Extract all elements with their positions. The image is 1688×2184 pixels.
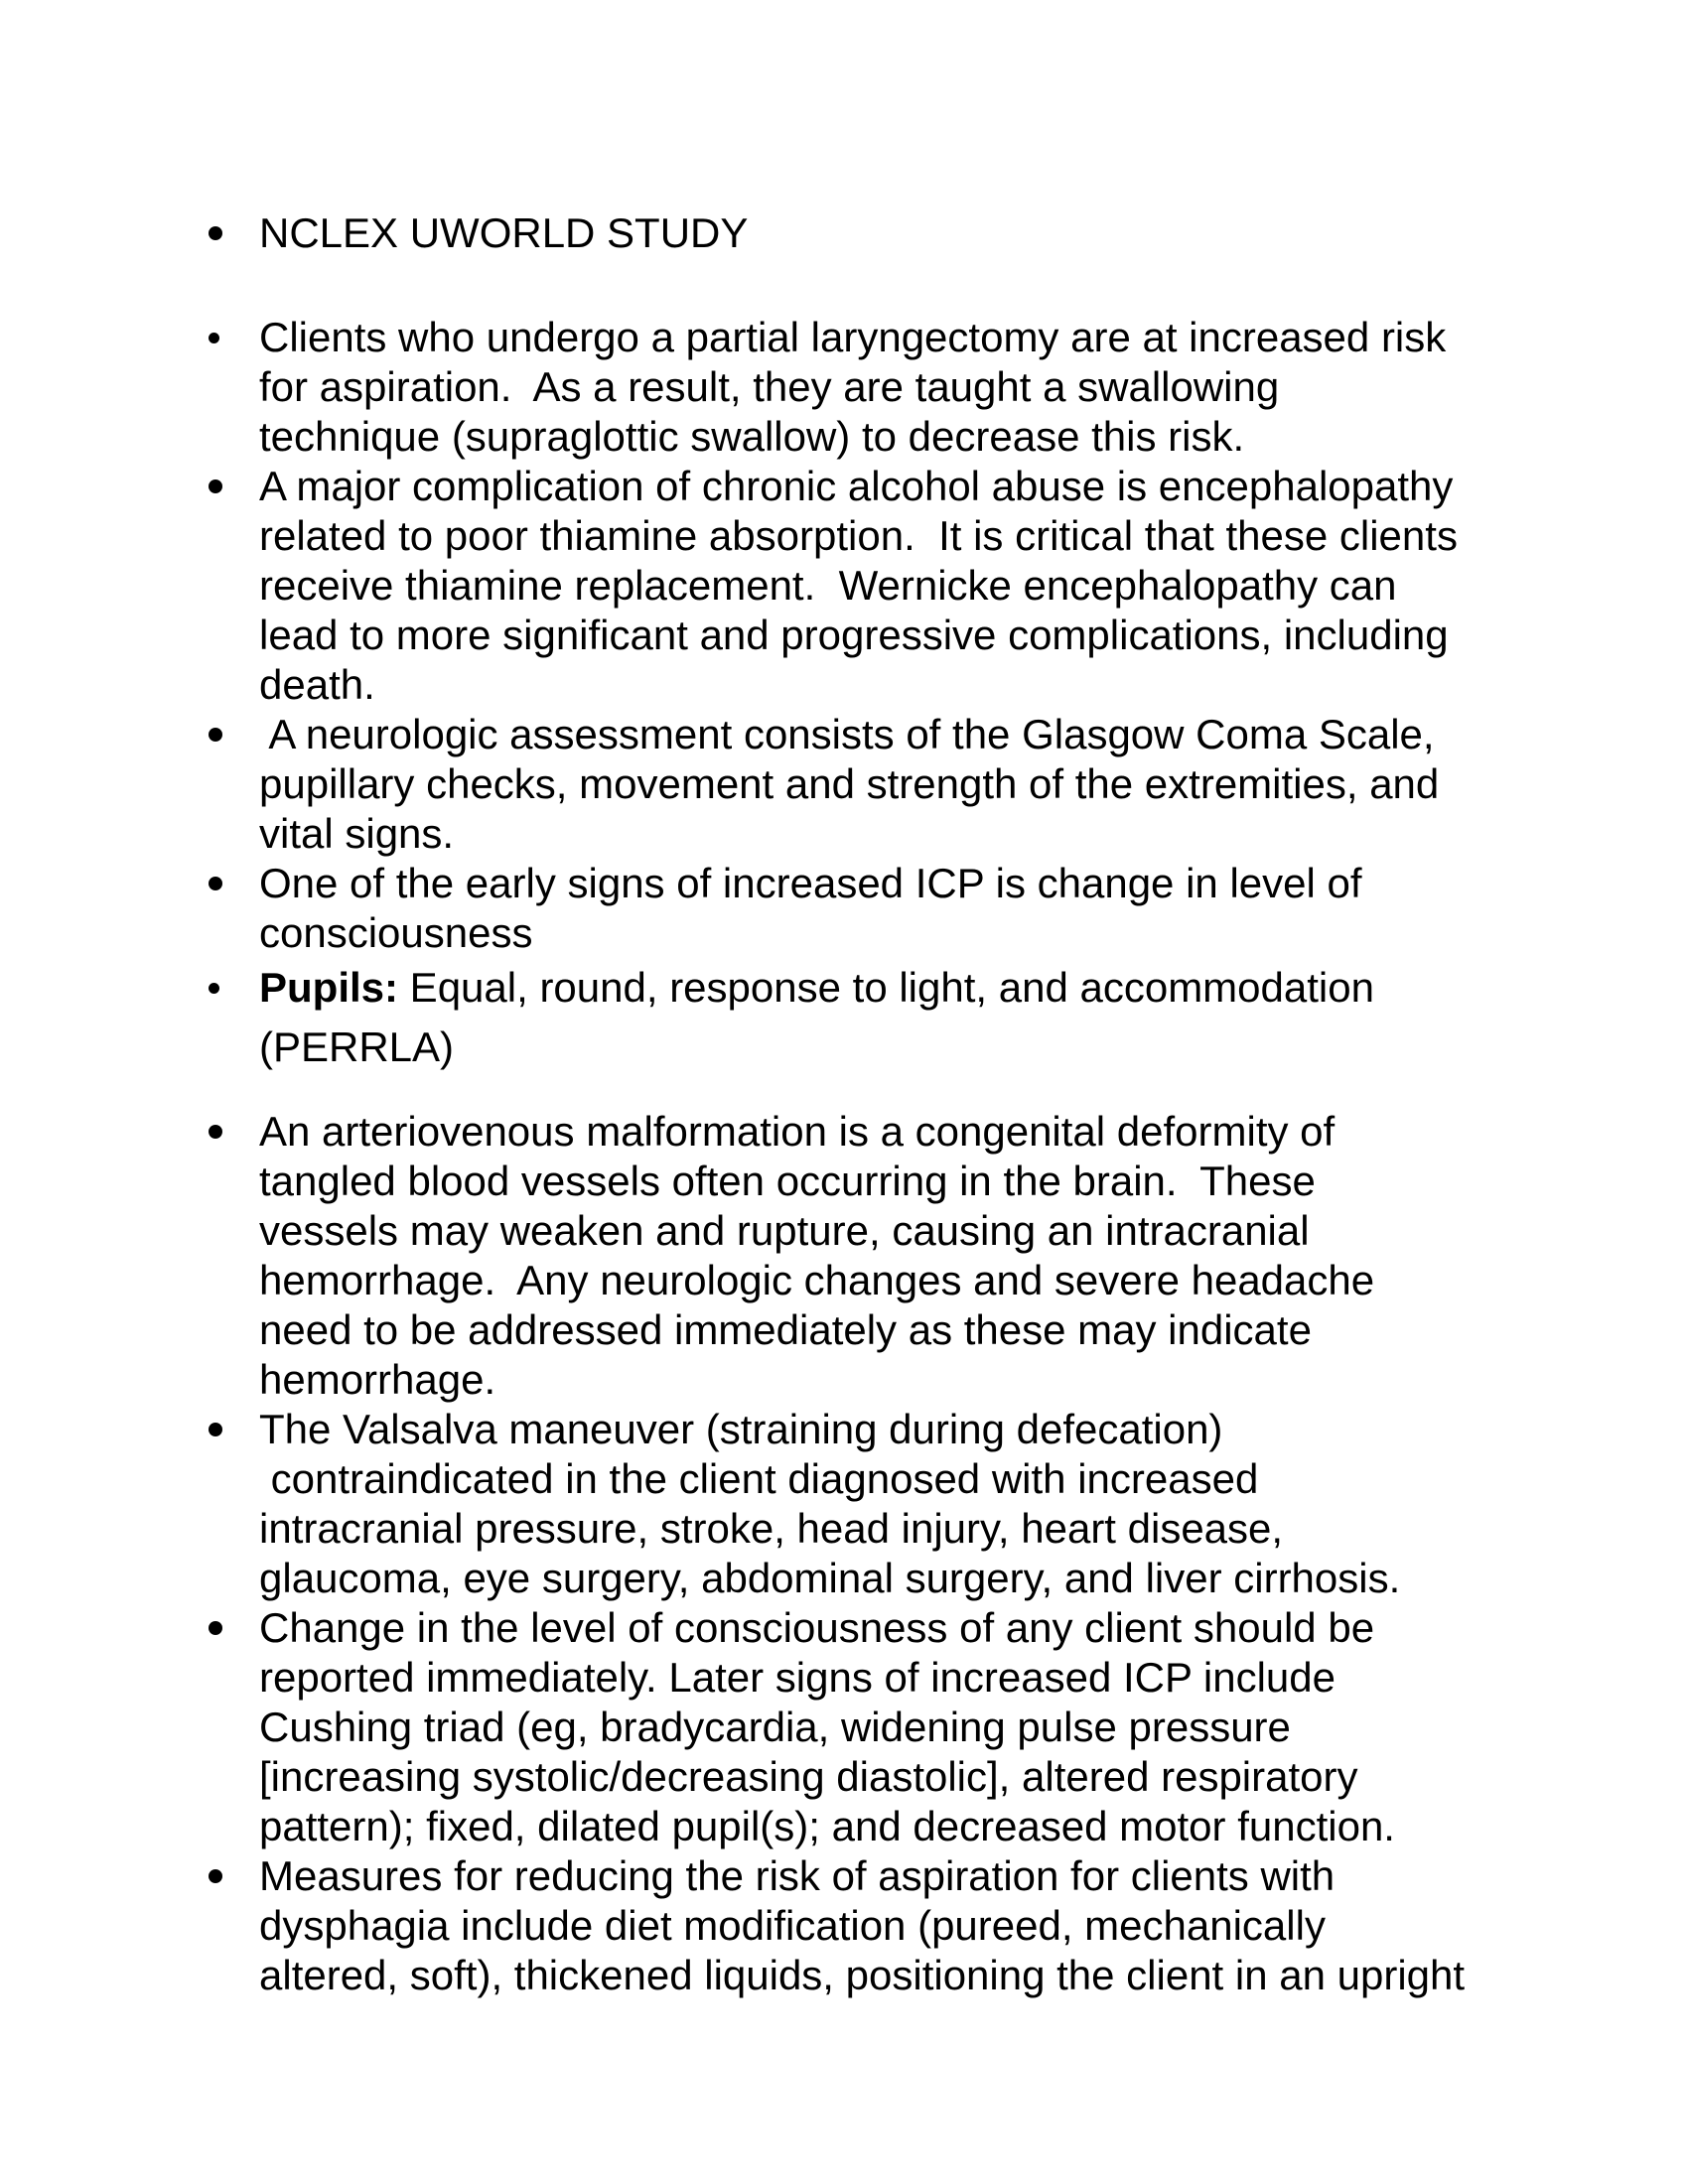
bullet-marker-cell	[203, 313, 259, 343]
bullet-line: consciousness	[259, 909, 533, 956]
bullet-line: death.	[259, 661, 375, 708]
bullet-line: One of the early signs of increased ICP is change in level of	[259, 860, 1362, 906]
bullet-icon	[209, 1125, 222, 1139]
bullet-line: (PERRLA)	[259, 1024, 455, 1070]
bullet-line: Clients who undergo a partial laryngectomy are at increased risk	[259, 314, 1447, 360]
bullet-marker-cell	[203, 958, 259, 994]
bullet-line: The Valsalva maneuver (straining during defecation)	[259, 1406, 1223, 1452]
bullet-text	[259, 462, 1458, 710]
bullet-item	[203, 1405, 1519, 1603]
bullet-line: pupillary checks, movement and strength of the extremities, and	[259, 760, 1440, 807]
title-bullet-item	[203, 208, 1519, 258]
bullet-icon	[209, 226, 222, 240]
bullet-line: lead to more significant and progressive complications, including	[259, 612, 1449, 658]
bullet-item	[203, 313, 1519, 462]
bullet-line: tangled blood vessels often occurring in the brain. These	[259, 1158, 1316, 1204]
bullet-line: An arteriovenous malformation is a congenital deformity of	[259, 1108, 1336, 1155]
bullet-line: Measures for reducing the risk of aspiration for clients with	[259, 1852, 1336, 1899]
bullet-line: contraindicated in the client diagnosed with increased	[259, 1455, 1259, 1502]
bullet-icon	[209, 1423, 222, 1436]
bullet-line: receive thiamine replacement. Wernicke encephalopathy can	[259, 562, 1397, 609]
bullet-line: technique (supraglottic swallow) to decrease this risk.	[259, 413, 1245, 460]
bullet-marker-cell	[203, 1603, 259, 1635]
bullet-line: [increasing systolic/decreasing diastolic], altered respiratory	[259, 1753, 1358, 1800]
bullet-line: hemorrhage. Any neurologic changes and severe headache	[259, 1257, 1375, 1303]
bullet-line: Cushing triad (eg, bradycardia, widening pulse pressure	[259, 1704, 1291, 1750]
bullet-item	[203, 1851, 1519, 2000]
bullet-text	[259, 1603, 1395, 1851]
bullet-marker-cell	[203, 710, 259, 742]
bullet-line: Change in the level of consciousness of any client should be	[259, 1604, 1375, 1651]
bullet-icon	[209, 728, 222, 742]
bullet-marker-cell	[203, 208, 259, 240]
bullet-icon	[209, 479, 222, 493]
bullet-icon	[209, 983, 219, 994]
bullet-line: A major complication of chronic alcohol abuse is encephalopathy	[259, 463, 1454, 509]
bullet-item	[203, 859, 1519, 958]
bullet-text	[259, 1107, 1374, 1405]
bullet-line: glaucoma, eye surgery, abdominal surgery, and liver cirrhosis.	[259, 1555, 1401, 1601]
bullet-line: reported immediately. Later signs of increased ICP include	[259, 1654, 1336, 1701]
bullet-icon	[209, 333, 219, 343]
page-title: NCLEX UWORLD STUDY	[259, 209, 749, 256]
bullet-item	[203, 710, 1519, 859]
bullet-line: need to be addressed immediately as these may indicate	[259, 1306, 1312, 1353]
bullet-icon	[209, 877, 222, 890]
bullet-text	[259, 1851, 1465, 2000]
bullet-marker-cell	[203, 1405, 259, 1436]
bullet-line: dysphagia include diet modification (pureed, mechanically	[259, 1902, 1326, 1949]
bullet-item	[203, 958, 1519, 1077]
bullet-line: A neurologic assessment consists of the Glasgow Coma Scale,	[259, 711, 1435, 757]
bullet-list	[203, 313, 1519, 2000]
bold-lead-text: Pupils:	[259, 964, 399, 1011]
bullet-line: hemorrhage.	[259, 1356, 496, 1403]
bullet-line: vessels may weaken and rupture, causing an intracranial	[259, 1207, 1310, 1254]
bullet-text	[259, 958, 1374, 1077]
bullet-marker-cell	[203, 1107, 259, 1139]
bullet-text	[259, 1405, 1400, 1603]
bullet-icon	[209, 1869, 222, 1883]
bullet-text	[259, 710, 1439, 859]
bullet-marker-cell	[203, 859, 259, 890]
bullet-line: altered, soft), thickened liquids, positioning the client in an upright	[259, 1952, 1466, 1998]
bullet-marker-cell	[203, 462, 259, 493]
bullet-marker-cell	[203, 1851, 259, 1883]
bullet-line: Pupils: Equal, round, response to light, and accommodation	[259, 964, 1374, 1011]
bullet-line: for aspiration. As a result, they are taught a swallowing	[259, 363, 1280, 410]
bullet-line: pattern); fixed, dilated pupil(s); and decreased motor function.	[259, 1803, 1395, 1849]
bullet-line: intracranial pressure, stroke, head injury, heart disease,	[259, 1505, 1284, 1552]
bullet-line: vital signs.	[259, 810, 455, 857]
bullet-text	[259, 859, 1362, 958]
bullet-text	[259, 313, 1446, 462]
bullet-item	[203, 1603, 1519, 1851]
bullet-line: related to poor thiamine absorption. It is critical that these clients	[259, 512, 1458, 559]
bullet-item	[203, 1107, 1519, 1405]
bullet-icon	[209, 1621, 222, 1635]
bullet-item	[203, 462, 1519, 710]
